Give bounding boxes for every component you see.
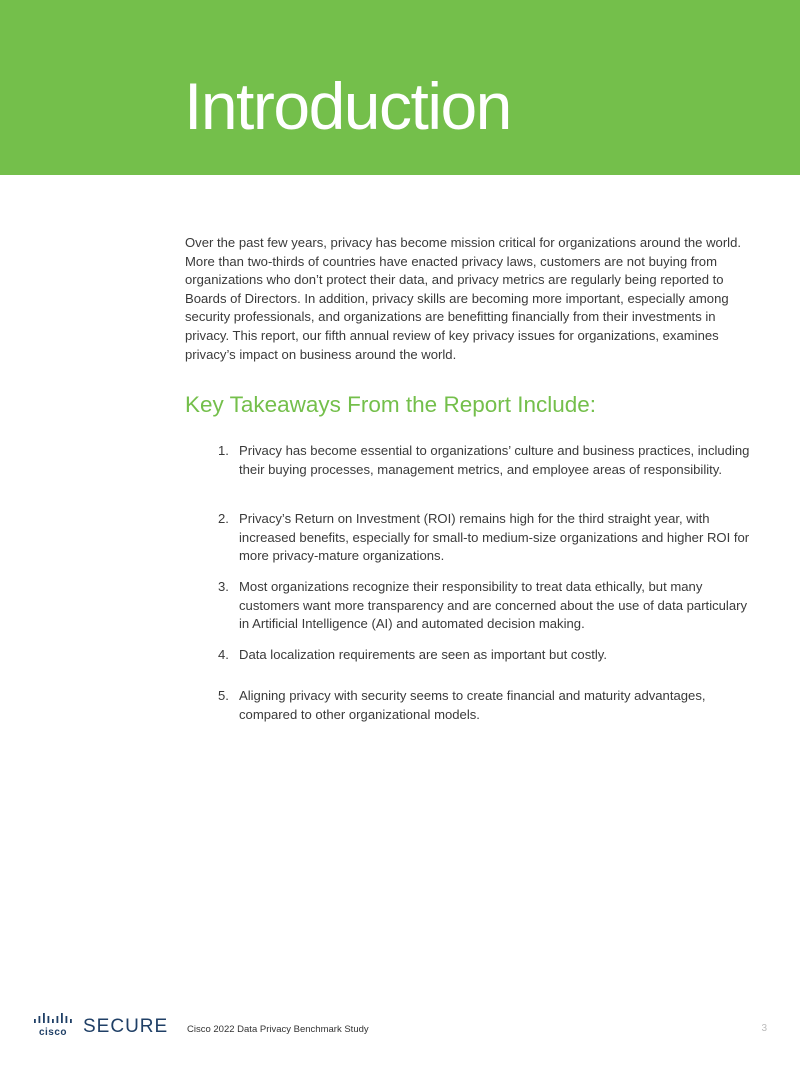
takeaways-heading: Key Takeaways From the Report Include: xyxy=(185,392,597,417)
page-number: 3 xyxy=(761,1023,767,1034)
takeaway-item xyxy=(218,578,758,634)
cisco-secure-logo xyxy=(33,1011,169,1039)
takeaway-number: 2. xyxy=(218,511,229,526)
cisco-wordmark: cisco xyxy=(38,1027,68,1038)
takeaway-item xyxy=(218,442,758,479)
page-title: Introduction xyxy=(184,69,511,143)
takeaway-number: 1. xyxy=(218,443,229,458)
takeaway-item xyxy=(218,510,758,566)
takeaway-item xyxy=(218,687,758,724)
takeaway-item xyxy=(218,646,758,665)
cisco-logo-icon xyxy=(33,1011,79,1039)
takeaway-number: 5. xyxy=(218,688,229,703)
footer-study-title: Cisco 2022 Data Privacy Benchmark Study xyxy=(187,1024,369,1035)
takeaway-text: Data localization requirements are seen as important but costly. xyxy=(239,647,608,662)
secure-wordmark: SECURE xyxy=(83,1016,169,1037)
takeaway-text: Aligning privacy with security seems to create financial and maturity advantages, compared to other organizational models. xyxy=(239,688,706,722)
takeaway-text: Privacy’s Return on Investment (ROI) remains high for the third straight year, with increased benefits, especially for small-to medium-size organizations and higher ROI for more privacy-mature organizations. xyxy=(239,511,750,564)
takeaway-number: 3. xyxy=(218,579,229,594)
takeaway-text: Most organizations recognize their responsibility to treat data ethically, but many customers want more transparency and are concerned about the use of data particulary in Artificial Intelligence (AI) and automated decision making. xyxy=(239,579,748,632)
takeaway-text: Privacy has become essential to organizations’ culture and business practices, including their buying processes, management metrics, and employee areas of responsibility. xyxy=(239,443,750,477)
intro-paragraph: Over the past few years, privacy has become mission critical for organizations around the world. More than two-thirds of countries have enacted privacy laws, customers are not buying from organizations who don’t protect their data, and privacy metrics are regularly being reported to Boards of Directors. In addition, privacy skills are becoming more important, especially among security professionals, and organizations are benefitting financially from their investments in privacy. This report, our fifth annual review of key privacy issues for organizations, examines privacy’s impact on business around the world. xyxy=(185,235,742,362)
takeaway-number: 4. xyxy=(218,647,229,662)
